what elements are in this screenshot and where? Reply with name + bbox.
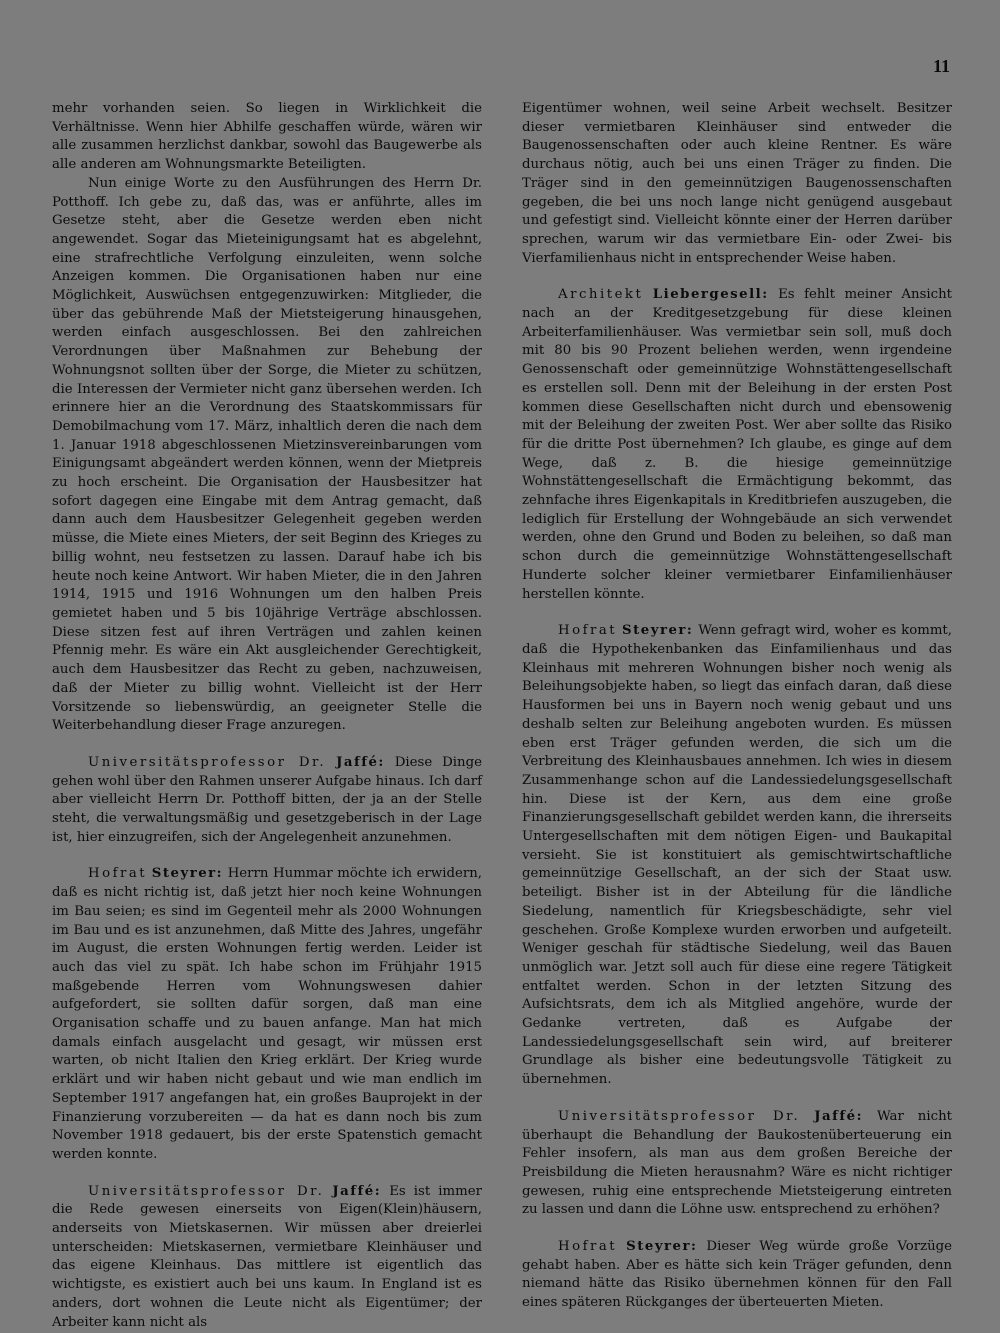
speech-text: Herrn Hummar möchte ich erwidern, daß es nicht richtig ist, daß jetzt hier noch keine Wohnungen im Bau seien; es sind im Gegenteil mehr als 2000 Wohnungen im Bau und es ist anzunehmen, daß Mitte des Jahres, ungefähr im August, die ersten Wohnungen fertig werden. Leider ist auch das viel zu spät. Ich habe schon im Frühjahr 1915 maßgebende Herren vom Wohnungswesen dahier aufgefordert, sie sollten dafür sorgen, daß man eine Organisation schaffe und zu bauen anfange. Man hat mich damals einfach ausgelacht und gesagt, wir müssen erst warten, ob nicht Italien den Krieg erklärt. Der Krieg wurde erklärt und wir haben nicht gebaut und wie man endlich im September 1917 angefangen hat, ein großes Bauprojekt in der Finanzierung vorzubereiten — da hat es dann noch bis zum November 1918 gedauert, bis der erste Spatenstich gemacht werden konnte. [52, 866, 482, 1162]
paragraph: Eigentümer wohnen, weil seine Arbeit wechselt. Besitzer dieser vermietbaren Kleinhäuser sind entweder die Baugenossenschaften oder auch kleine Rentner. Es wäre durchaus nötig, auch bei uns einen Träger zu finden. Die Träger sind in den gemeinnützigen Baugenossenschaften gegeben, die bei uns noch lange nicht genügend ausgebaut und gefestigt sind. Vielleicht könnte einer der Herren darüber sprechen, warum wir das vermietbare Ein- oder Zwei- bis Vierfamilienhaus nicht in entsprechender Weise haben. [522, 101, 952, 266]
right-column [522, 100, 952, 1313]
speech-paragraph [52, 754, 482, 848]
left-column [52, 100, 482, 1332]
speaker-title: Universitätsprofessor Dr. [558, 1108, 801, 1124]
speaker-title: Hofrat [558, 1239, 618, 1255]
speaker-name: Steyrer: [151, 866, 224, 882]
speech-paragraph [522, 1238, 952, 1313]
speech-text: War nicht überhaupt die Behandlung der Baukostenüberteuerung ein Fehler insofern, als man aus dem großen Bereiche der Preisbildung die Mieten herausnahm? Wäre es nicht richtiger gewesen, ruhig eine entsprechende Mietsteigerung eintreten zu lassen und dann die Löhne usw. entsprechend zu erhöhen? [522, 1108, 952, 1218]
speaker-name: Jaffé: [336, 754, 385, 770]
paragraph: Nun einige Worte zu den Ausführungen des Herrn Dr. Potthoff. Ich gebe zu, daß das, was er anführte, alles im Gesetze steht, aber die Gesetze werden eben nicht angewendet. Sogar das Mieteinigungsamt hat es abgelehnt, eine strafrechtliche Verfolgung einzuleiten, wenn solche Anzeigen kommen. Die Organisationen haben nur eine Möglichkeit, Auswüchsen entgegenzuwirken: Mitglieder, die über das gebührende Maß der Mietsteigerung hinausgehen, werden einfach ausgeschlossen. Bei den zahlreichen Verordnungen über Maßnahmen zur Behebung der Wohnungsnot sollten über der Sorge, die Mieter zu schützen, die Interessen der Vermieter nicht ganz übersehen werden. Ich erinnere hier an die Verordnung des Staatskommissars für Demobilmachung vom 17. März, inhaltlich deren die nach dem 1. Januar 1918 abgeschlossenen Mietzinsvereinbarungen vom Einigungsamt abgeändert werden können, wenn der Mietpreis zu hoch erscheint. Die Organisation der Hausbesitzer hat sofort dagegen eine Eingabe mit dem Antrag gemacht, daß dann auch dem Hausbesitzer Gelegenheit gegeben werden müsse, die Miete eines Mieters, der seit Beginn des Krieges zu billig wohnt, neu festsetzen zu lassen. Darauf habe ich bis heute noch keine Antwort. Wir haben Mieter, die in den Jahren 1914, 1915 und 1916 Wohnungen um den halben Preis gemietet haben und 5 bis 10jährige Verträge abschlossen. Diese sitzen fest auf ihren Verträgen und zahlen keinen Pfennig mehr. Es wäre ein Akt ausgleichender Gerechtigkeit, auch dem Hausbesitzer das Recht zu geben, nachzuweisen, daß der Mieter zu billig wohnt. Vielleicht ist der Herr Vorsitzende so liebenswürdig, an geeigneter Stelle die Weiterbehandlung dieser Frage anzuregen. [52, 175, 482, 734]
speaker-name: Liebergesell: [652, 287, 769, 303]
speech-paragraph [522, 622, 952, 1090]
speech-text: Es ist immer die Rede gewesen einerseits von Eigen(Klein)häusern, anderseits von Mietskasernen. Wir müssen aber dreierlei unterscheiden: Mietskasernen, vermietbare Kleinhäuser und das eigene Kleinhaus. Das mittlere ist eigentlich das wichtigste, es existiert auch bei uns kaum. In England ist es anders, dort wohnen die Leute nicht als Eigentümer; der Arbeiter kann nicht als [52, 1183, 482, 1330]
speaker-title: Hofrat [558, 623, 618, 639]
speech-paragraph [52, 1183, 482, 1333]
speaker-name: Jaffé: [332, 1183, 382, 1199]
speech-text: Wenn gefragt wird, woher es kommt, daß die Hypothekenbanken das Einfamilienhaus und das Kleinhaus mit mehreren Wohnungen bisher noch wenig als Beleihungsobjekte haben, so liegt das einfach daran, daß diese Hausformen bei uns in Bayern noch wenig gebaut und uns deshalb selten zur Beleihung angeboten wurden. Es müssen eben erst Träger gefunden werden, die sich um die Verbreitung des Kleinhausbaues annehmen. Ich wies in diesem Zusammenhange schon auf die Landessiedelungsgesellschaft hin. Diese ist der Kern, aus dem eine große Finanzierungsgesellschaft gebildet werden kann, die ihrerseits Untergesellschaften mit dem nötigen Eigen- und Baukapital versieht. Sie ist konstituiert als gemischtwirtschaftliche gemeinnützige Gesellschaft, an der sich der Staat usw. beteiligt. Bisher ist in der Abteilung für die ländliche Siedelung, namentlich für Kriegsbeschädigte, sehr viel geschehen. Große Komplexe wurden erworben und aufgeteilt. Weniger geschah für städtische Siedelung, weil das Bauen unmöglich war. Jetzt soll auch für diese eine regere Tätigkeit entfaltet werden. Schon in der letzten Sitzung des Aufsichtsrats, dem ich als Mitglied angehöre, wurde der Gedanke vertreten, daß es Aufgabe der Landessiedelungsgesellschaft sein wird, auf breiterer Grundlage als bisher eine bedeutungsvolle Tätigkeit zu übernehmen. [522, 623, 953, 1088]
speech-text: Diese Dinge gehen wohl über den Rahmen unserer Aufgabe hinaus. Ich darf aber vielleicht Herrn Dr. Potthoff bitten, der ja an der Stelle steht, die verwaltungsmäßig und gesetzgeberisch in der Lage ist, hier einzugreifen, sich der Angelegenheit anzunehmen. [52, 754, 483, 845]
speaker-name: Steyrer: [626, 1239, 698, 1255]
page-number: 11 [932, 56, 950, 76]
speaker-title: Architekt [558, 287, 644, 303]
speech-text: Dieser Weg würde große Vorzüge gehabt haben. Aber es hätte sich kein Träger gefunden, denn niemand hätte das Risiko übernehmen können für den Fall eines späteren Rückganges der überteuerten Mieten. [522, 1239, 953, 1311]
speaker-title: Hofrat [88, 866, 148, 882]
speech-paragraph [522, 286, 952, 604]
paragraph: mehr vorhanden seien. So liegen in Wirklichkeit die Verhältnisse. Wenn hier Abhilfe geschaffen würde, wären wir alle zusammen herzlichst dankbar, sowohl das Baugewerbe als alle anderen am Wohnungsmarkte Beteiligten. [52, 101, 482, 173]
speaker-title: Universitätsprofessor Dr. [88, 754, 327, 770]
speaker-title: Universitätsprofessor Dr. [88, 1183, 325, 1199]
speech-text: Es fehlt meiner Ansicht nach an der Kreditgesetzgebung für diese kleinen Arbeiterfamilienhäuser. Was vermietbar sein soll, muß doch mit 80 bis 90 Prozent beliehen werden, wenn irgendeine Genossenschaft oder gemeinnützige Wohnstättengesellschaft es erstellen soll. Denn mit der Beleihung in der ersten Post kommen diese Gesellschaften nicht durch und ebensowenig mit der Beleihung der zweiten Post. Wer aber sollte das Risiko für die dritte Post übernehmen? Ich glaube, es ginge auf dem Wege, daß z. B. die hiesige gemeinnützige Wohnstättengesellschaft die Ermächtigung bekommt, das zehnfache ihres Eigenkapitals in Kreditbriefen auszugeben, die lediglich für Erstellung der Wohngebäude an sich verwendet werden, ohne den Grund und Boden zu beleihen, so daß man schon durch die gemeinnützige Wohnstättengesellschaft Hunderte solcher kleiner vermietbarer Einfamilienhäuser herstellen könnte. [522, 287, 953, 602]
speaker-name: Jaffé: [814, 1108, 863, 1124]
speaker-name: Steyrer: [622, 623, 694, 639]
speech-paragraph [522, 1108, 952, 1220]
speech-paragraph [52, 865, 482, 1164]
